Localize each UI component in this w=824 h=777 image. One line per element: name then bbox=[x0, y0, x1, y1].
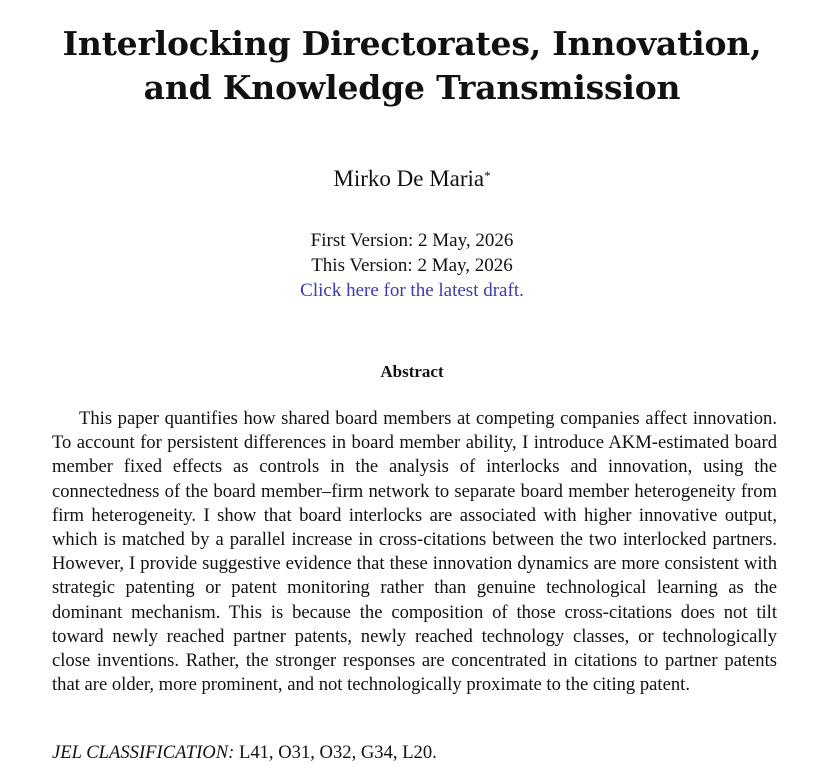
this-version: This Version: 2 May, 2026 bbox=[311, 255, 513, 276]
version-info bbox=[0, 228, 824, 303]
author-line bbox=[0, 165, 824, 193]
paper-title: Interlocking Directorates, Innovation, and Knowledge Transmission bbox=[62, 24, 762, 107]
abstract-text: This paper quantifies how shared board members at competing companies affect innovation. To account for persistent differences in board member ability, I introduce AKM-estimated board member fixed effects as controls in the analysis of interlocks and innovation, using the connectedness of the board member–firm network to separate board member heterogeneity from firm heterogeneity. I show that board interlocks are associated with higher innovative output, which is matched by a parallel increase in cross-citations between the two interlocked partners. However, I provide suggestive evidence that these innovation dynamics are more consistent with strategic patenting or patent monitoring rather than genuine technological learning as the dominant mechanism. This is because the composition of those cross-citations does not tilt toward newly reached partner patents, newly reached technology classes, or technologically close inventions. Rather, the stronger responses are concentrated in citations to partner patents that are older, more prominent, and not technologically proximate to the citing patent. bbox=[52, 408, 777, 696]
first-version: First Version: 2 May, 2026 bbox=[310, 230, 514, 251]
author-footnote-mark[interactable]: * bbox=[484, 168, 491, 183]
jel-classification bbox=[52, 741, 777, 765]
jel-codes: L41, O31, O32, G34, L20. bbox=[238, 742, 437, 763]
abstract-heading: Abstract bbox=[380, 362, 444, 381]
jel-label: JEL CLASSIFICATION: bbox=[52, 742, 235, 763]
author-name: Mirko De Maria bbox=[333, 166, 485, 191]
latest-draft-link[interactable]: Click here for the latest draft. bbox=[300, 280, 524, 301]
